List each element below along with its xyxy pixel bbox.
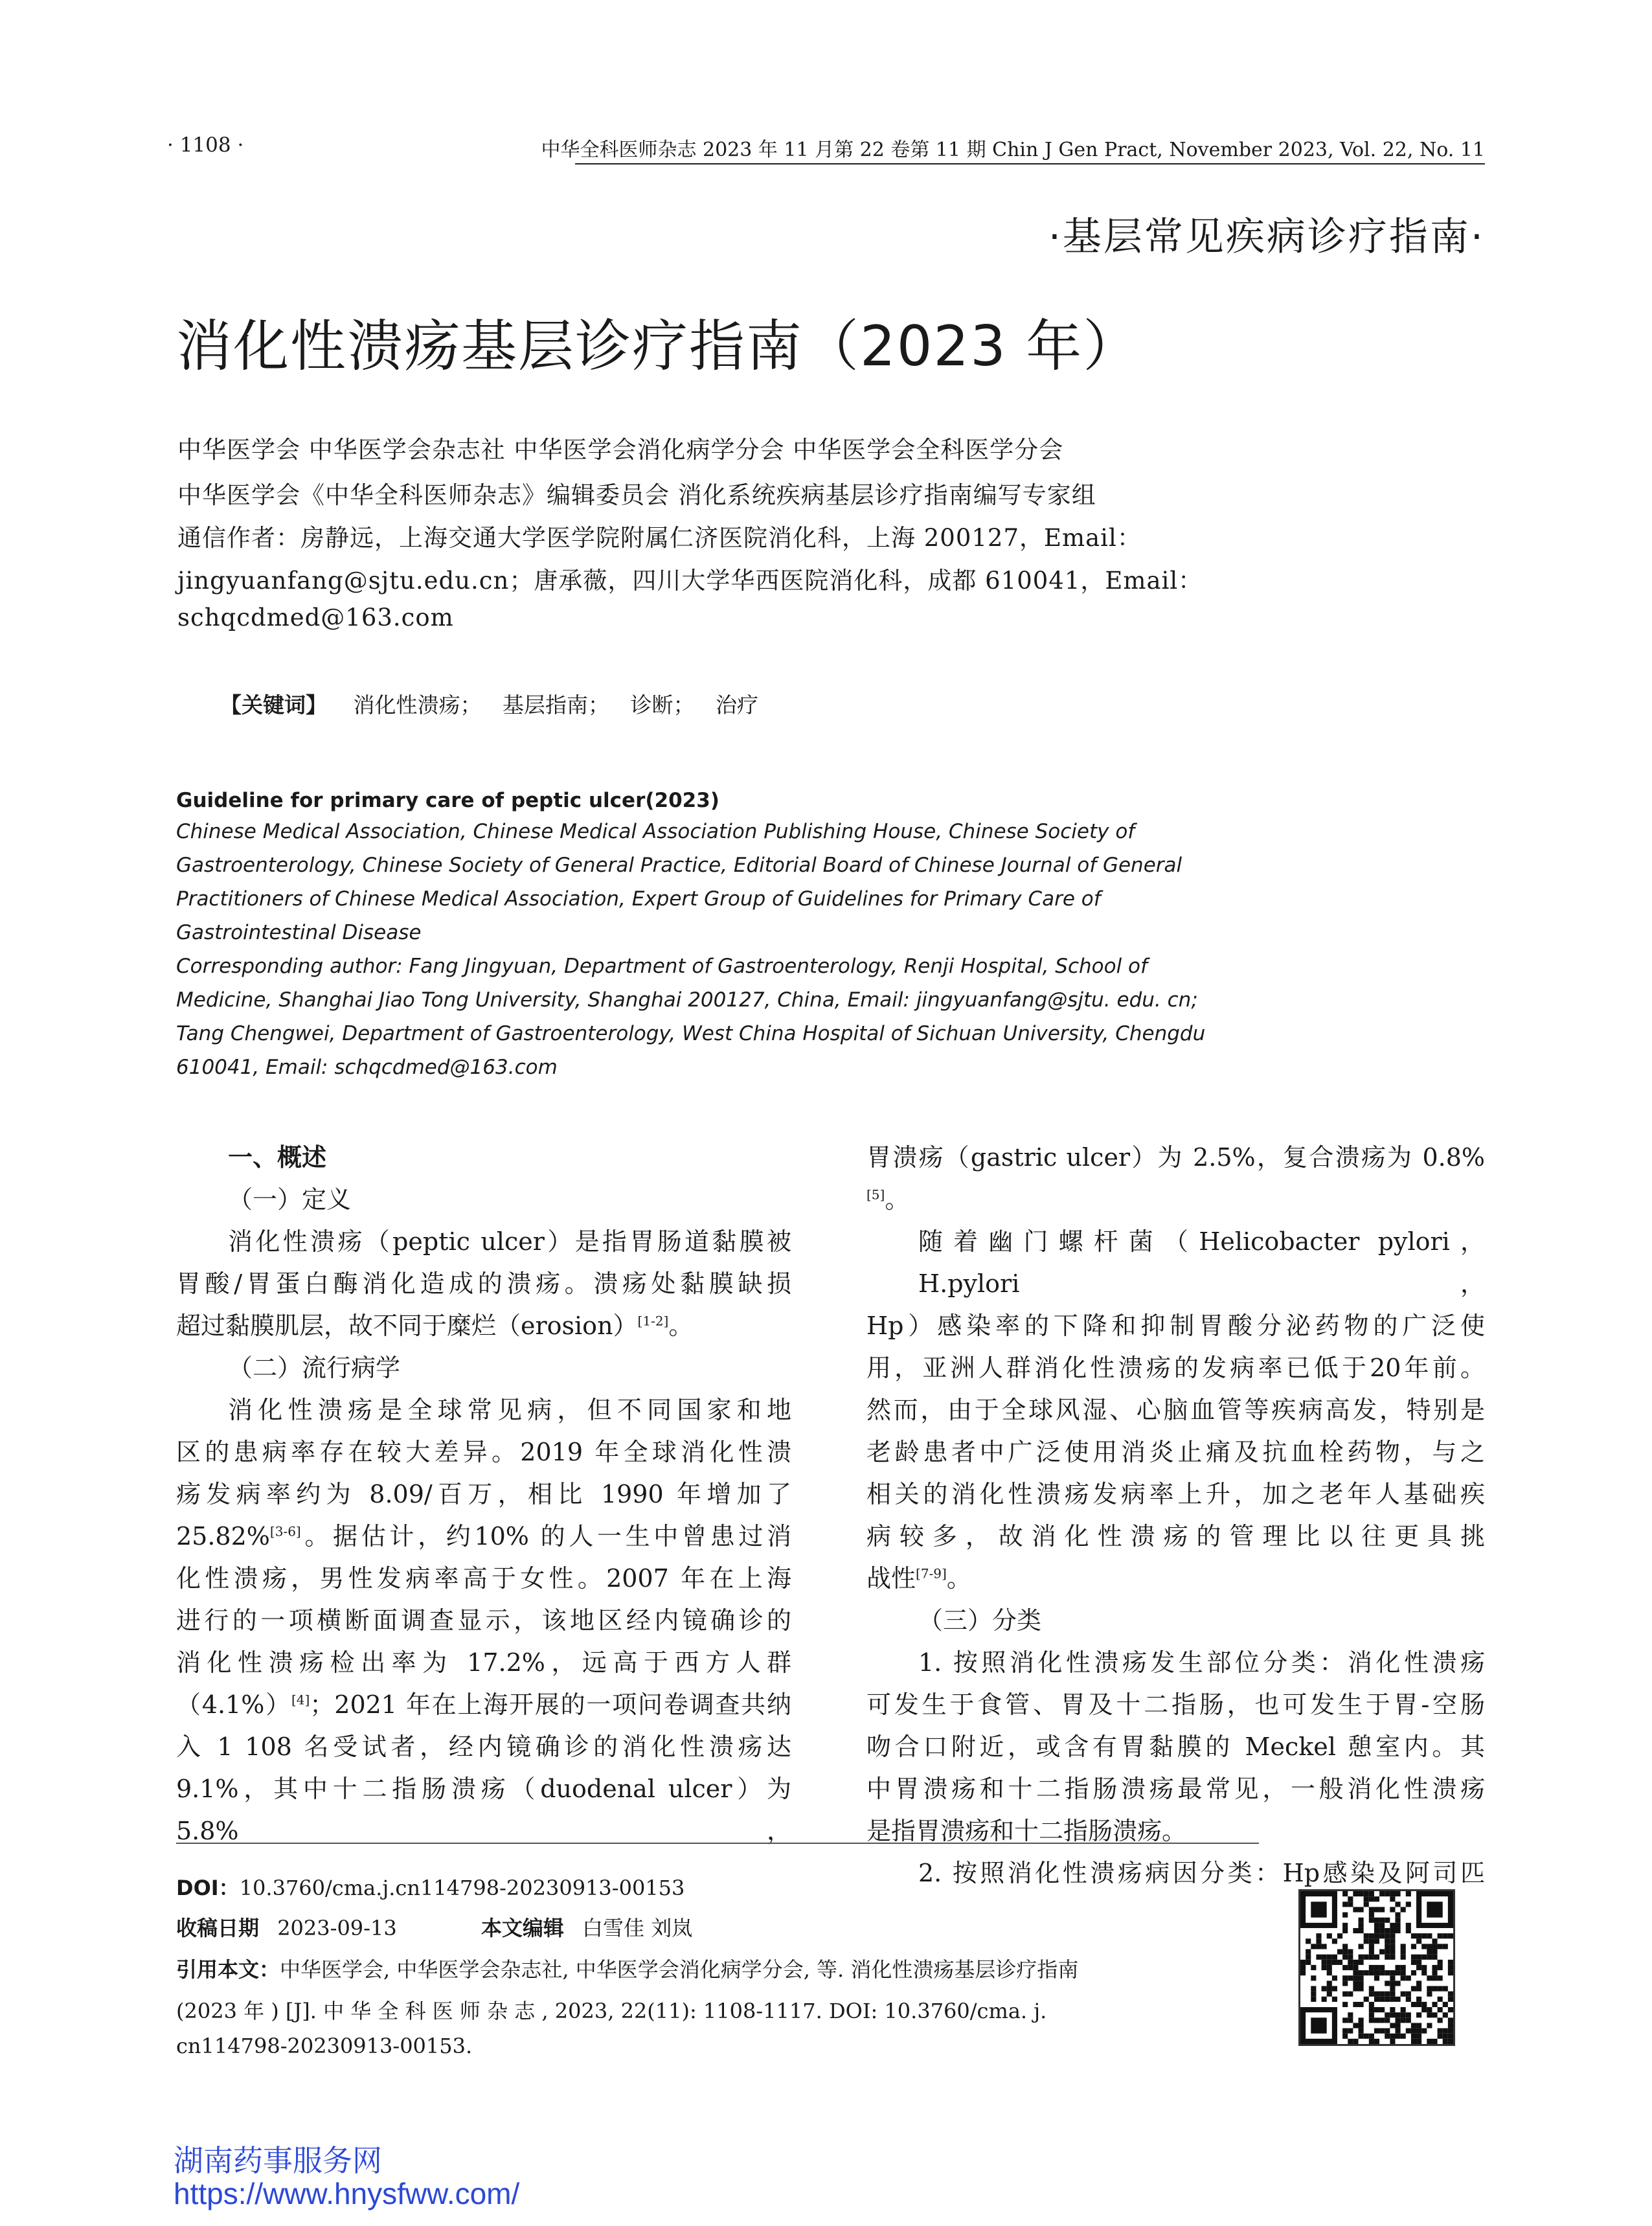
body-line: 入 1 108 名受试者，经内镜确诊的消化性溃疡达 bbox=[176, 1732, 791, 1761]
citation-line: cn114798-20230913-00153. bbox=[176, 2034, 473, 2058]
body-line: 2. 按照消化性溃疡病因分类：Hp感染及阿司匹 bbox=[918, 1859, 1485, 1887]
body-line: 是指胃溃疡和十二指肠溃疡。 bbox=[866, 1817, 1187, 1845]
english-author-line: Tang Chengwei, Department of Gastroenterology, West China Hospital of Sichuan University, Chengdu bbox=[176, 1022, 1206, 1045]
corresponding-author-line: schqcdmed@163.com bbox=[177, 604, 454, 631]
english-author-line: Practitioners of Chinese Medical Association, Expert Group of Guidelines for Primary Care of bbox=[176, 887, 1101, 911]
citation-ref: [5] bbox=[866, 1187, 885, 1203]
body-line: 9.1%，其中十二指肠溃疡（duodenal ulcer）为 5.8%， bbox=[176, 1775, 791, 1845]
watermark-site-name: 湖南药事服务网 bbox=[174, 2143, 382, 2178]
body-line: 吻合口附近，或含有胃黏膜的 Meckel 憩室内。其 bbox=[866, 1732, 1485, 1761]
body-line: 战性[7-9]。 bbox=[866, 1564, 971, 1593]
qr-code-icon bbox=[1298, 1889, 1455, 2046]
received-label: 收稿日期 bbox=[176, 1916, 260, 1940]
english-author-line: Gastrointestinal Disease bbox=[176, 921, 422, 944]
doi-value: 10.3760/cma.j.cn114798-20230913-00153 bbox=[239, 1876, 685, 1900]
body-line: 进行的一项横断面调查显示，该地区经内镜确诊的 bbox=[176, 1606, 791, 1635]
keyword: 基层指南； bbox=[503, 692, 609, 718]
page-number: · 1108 · bbox=[167, 133, 244, 157]
body-line: 老龄患者中广泛使用消炎止痛及抗血栓药物，与之 bbox=[866, 1438, 1485, 1466]
body-line: 消化性溃疡是全球常见病，但不同国家和地 bbox=[228, 1396, 791, 1424]
body-line: （4.1%）[4]；2021 年在上海开展的一项问卷调查共纳 bbox=[176, 1690, 791, 1719]
subsection-heading: （二）流行病学 bbox=[228, 1354, 401, 1382]
body-right-column bbox=[866, 1137, 1485, 1894]
doi-label: DOI： bbox=[176, 1876, 240, 1900]
footnote-rule bbox=[176, 1843, 1259, 1844]
corresponding-author-line: 通信作者：房静远，上海交通大学医学院附属仁济医院消化科，上海 200127，Email： bbox=[177, 524, 1142, 552]
english-author-line: 610041, Email: schqcdmed@163.com bbox=[176, 1056, 558, 1079]
body-line: 随着幽门螺杆菌（Helicobacter pylori，H.pylori， bbox=[918, 1227, 1485, 1298]
subsection-heading: （三）分类 bbox=[918, 1606, 1042, 1635]
article-title: 消化性溃疡基层诊疗指南（2023 年） bbox=[176, 314, 1140, 379]
body-line: 胃酸/胃蛋白酶消化造成的溃疡。溃疡处黏膜缺损 bbox=[176, 1269, 791, 1298]
body-line: 疡发病率约为 8.09/百万，相比 1990 年增加了 bbox=[176, 1480, 791, 1508]
editor-names: 白雪佳 刘岚 bbox=[582, 1916, 693, 1940]
journal-running-header: 中华全科医师杂志 2023 年 11 月第 22 卷第 11 期 Chin J Gen Pract, November 2023, Vol. 22, No. 11 bbox=[541, 139, 1485, 161]
subsection-heading: （一）定义 bbox=[228, 1185, 352, 1214]
body-left-column bbox=[176, 1137, 791, 1852]
author-line: 中华医学会 中华医学会杂志社 中华医学会消化病学分会 中华医学会全科医学分会 bbox=[177, 436, 1064, 464]
citation-ref: [7-9] bbox=[916, 1565, 947, 1582]
citation-ref: [1-2] bbox=[637, 1313, 669, 1329]
keyword: 消化性溃疡； bbox=[353, 692, 482, 718]
body-line: 病较多，故消化性溃疡的管理比以往更具挑 bbox=[866, 1522, 1485, 1550]
corresponding-author-line: jingyuanfang@sjtu.edu.cn；唐承薇，四川大学华西医院消化科，成都 610041，Email： bbox=[177, 567, 1203, 595]
keyword: 诊断； bbox=[630, 692, 695, 718]
received-line bbox=[176, 1912, 692, 1942]
author-line: 中华医学会《中华全科医师杂志》编辑委员会 消化系统疾病基层诊疗指南编写专家组 bbox=[177, 481, 1096, 509]
english-title: Guideline for primary care of peptic ulcer(2023) bbox=[176, 789, 719, 812]
keywords bbox=[220, 688, 773, 719]
section-heading: 一、概述 bbox=[228, 1143, 327, 1172]
body-line: 胃溃疡（gastric ulcer）为 2.5%，复合溃疡为 0.8%[5]。 bbox=[866, 1143, 1485, 1214]
english-author-line: Corresponding author: Fang Jingyuan, Department of Gastroenterology, Renji Hospital, School of bbox=[176, 955, 1148, 978]
body-line: 区的患病率存在较大差异。2019 年全球消化性溃 bbox=[176, 1438, 791, 1466]
body-line: 消化性溃疡（peptic ulcer）是指胃肠道黏膜被 bbox=[228, 1227, 791, 1256]
body-line: 化性溃疡，男性发病率高于女性。2007 年在上海 bbox=[176, 1564, 791, 1593]
english-author-line: Medicine, Shanghai Jiao Tong University, Shanghai 200127, China, Email: jingyuanfang@sjtu. edu. cn; bbox=[176, 988, 1198, 1012]
body-line: 中胃溃疡和十二指肠溃疡最常见，一般消化性溃疡 bbox=[866, 1775, 1485, 1803]
column-tag: ·基层常见疾病诊疗指南· bbox=[1048, 214, 1485, 260]
citation-line: (2023 年 ) [J]. 中 华 全 科 医 师 杂 志 , 2023, 22(11): 1108-1117. DOI: 10.3760/cma. j. bbox=[176, 1999, 1047, 2023]
citation-ref: [3-6] bbox=[269, 1523, 301, 1539]
citation-line: 引用本文：中华医学会, 中华医学会杂志社, 中华医学会消化病学分会, 等. 消化性溃疡基层诊疗指南 bbox=[176, 1957, 1079, 1982]
body-line: 可发生于食管、胃及十二指肠，也可发生于胃-空肠 bbox=[866, 1690, 1485, 1719]
english-author-line: Gastroenterology, Chinese Society of General Practice, Editorial Board of Chinese Journal of General bbox=[176, 854, 1182, 877]
header-rule bbox=[575, 163, 1485, 165]
watermark-url[interactable]: https://www.hnysfww.com/ bbox=[174, 2177, 520, 2210]
citation-ref: [4] bbox=[291, 1692, 310, 1708]
body-line: 1. 按照消化性溃疡发生部位分类：消化性溃疡 bbox=[918, 1648, 1485, 1677]
body-line: Hp）感染率的下降和抑制胃酸分泌药物的广泛使 bbox=[866, 1312, 1485, 1340]
doi-line bbox=[176, 1872, 685, 1902]
received-date: 2023-09-13 bbox=[277, 1916, 397, 1940]
body-line: 超过黏膜肌层，故不同于糜烂（erosion）[1-2]。 bbox=[176, 1312, 694, 1340]
keyword: 治疗 bbox=[716, 692, 758, 718]
body-line: 然而，由于全球风湿、心脑血管等疾病高发，特别是 bbox=[866, 1396, 1485, 1424]
editor-label: 本文编辑 bbox=[481, 1916, 564, 1940]
body-line: 25.82%[3-6]。据估计，约10% 的人一生中曾患过消 bbox=[176, 1522, 791, 1550]
body-line: 用，亚洲人群消化性溃疡的发病率已低于20年前。 bbox=[866, 1354, 1485, 1382]
keywords-label: 【关键词】 bbox=[220, 692, 327, 718]
body-line: 相关的消化性溃疡发病率上升，加之老年人基础疾 bbox=[866, 1480, 1485, 1508]
body-line: 消化性溃疡检出率为 17.2%，远高于西方人群 bbox=[176, 1648, 791, 1677]
english-author-line: Chinese Medical Association, Chinese Medical Association Publishing House, Chinese Society of bbox=[176, 820, 1135, 843]
citation-label: 引用本文： bbox=[176, 1957, 280, 1982]
